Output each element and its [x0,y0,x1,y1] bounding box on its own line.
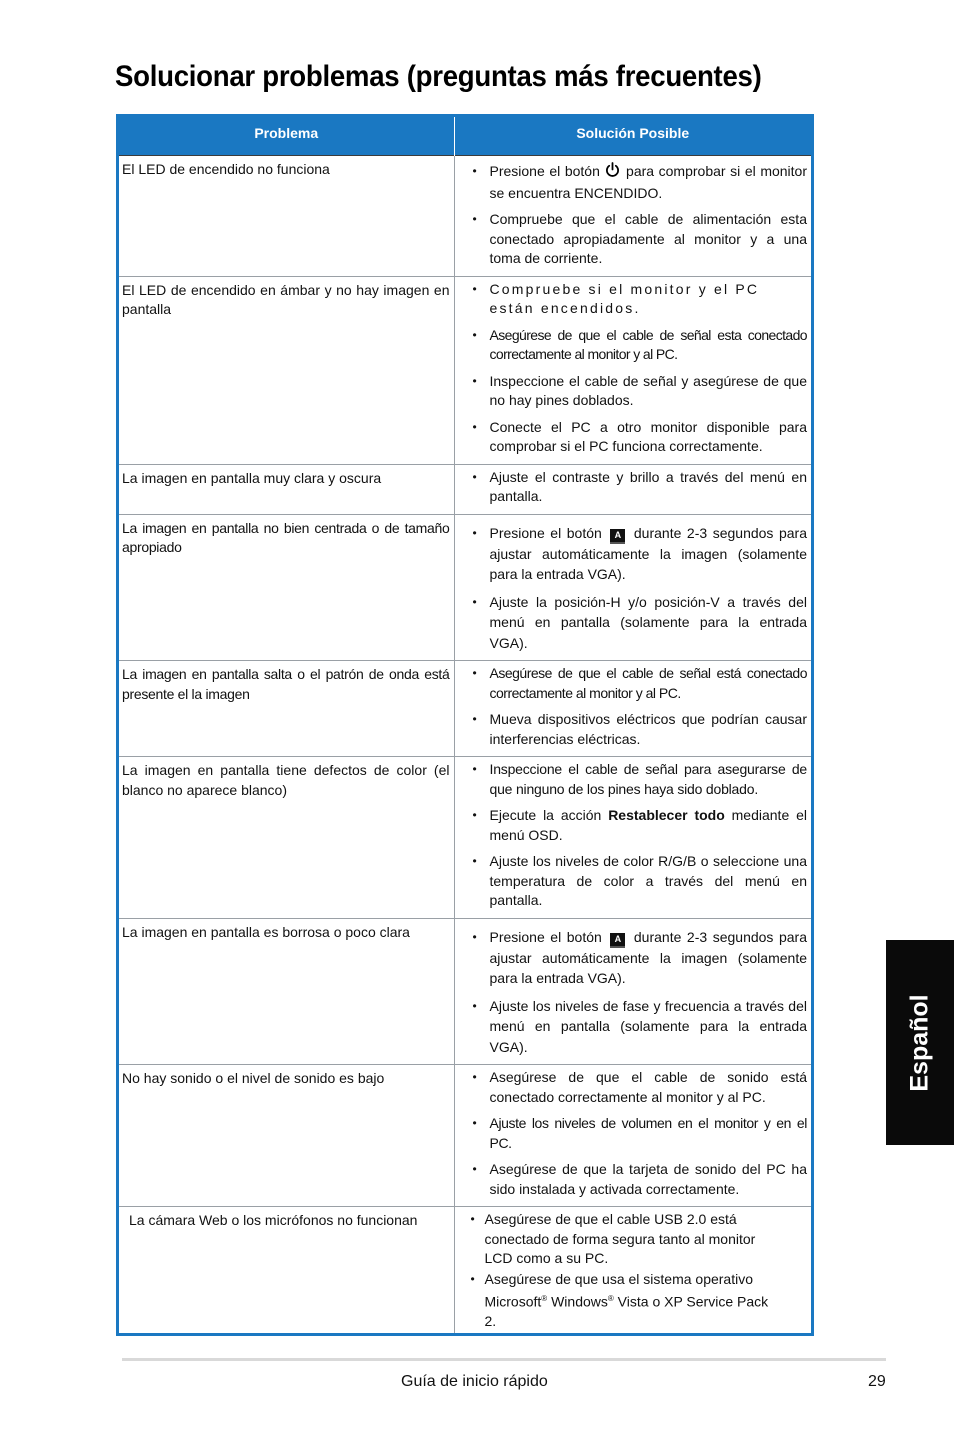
column-header-problem: Problema [119,117,454,156]
problem-cell: La imagen en pantalla muy clara y oscura [119,464,454,514]
solution-item: • Inspeccione el cable de señal y asegúrese de que no hay pines doblados. [459,372,808,411]
auto-adjust-icon: A [610,529,625,544]
solution-list [459,162,808,269]
solution-item: • Presione el botón A durante 2-3 segundos para ajustar automáticamente la imagen (solamente para la entrada VGA). [459,523,808,585]
problem-cell: La imagen en pantalla es borrosa o poco clara [119,918,454,1065]
problem-cell: La imagen en pantalla tiene defectos de color (el blanco no aparece blanco) [119,757,454,919]
solution-list [459,1068,808,1199]
page-number: 29 [868,1373,886,1390]
footer-title: Guía de inicio rápido [401,1373,548,1390]
solution-item: • Presione el botón A durante 2-3 segundos para ajustar automáticamente la imagen (solamente para la entrada VGA). [459,927,808,989]
solution-item: • Asegúrese de que el cable de señal está conectado correctamente al monitor y al PC. [459,664,808,703]
solution-list [459,664,808,749]
solution-list [459,280,808,457]
solution-item: • Asegúrese de que la tarjeta de sonido del PC ha sido instalada y activada correctamente. [459,1160,808,1199]
footer-divider [122,1358,886,1361]
page-title: Solucionar problemas (preguntas más frecuentes) [115,60,762,93]
solution-item: • Inspeccione el cable de señal para asegurarse de que ninguno de los pines haya sido doblado. [459,760,808,799]
solution-list [459,468,808,507]
solution-list [459,927,808,1058]
table-row [119,464,811,514]
solution-item: • Asegúrese de que el cable de señal esta conectado correctamente al monitor y al PC. [459,326,808,365]
solution-item: • Ajuste el contraste y brillo a través del menú en pantalla. [459,468,808,507]
solution-item: • Presione el botón para comprobar si el monitor se encuentra ENCENDIDO. [459,162,808,203]
problem-cell: La cámara Web o los micrófonos no funcionan [119,1207,454,1333]
solution-item: • Ajuste la posición-H y/o posición-V a través del menú en pantalla (solamente para la entrada VGA). [459,592,808,654]
troubleshooting-table [116,114,814,1336]
column-header-solution: Solución Posible [454,117,811,156]
table-row [119,757,811,919]
solution-cell [454,514,811,661]
solution-item: • Conecte el PC a otro monitor disponible para comprobar si el PC funciona correctamente. [459,418,808,457]
table-row [119,514,811,661]
solution-list [459,523,808,654]
solution-list [459,760,808,911]
table-row [119,276,811,464]
solution-item: • Ejecute la acción Restablecer todo mediante el menú OSD. [459,806,808,845]
solution-cell [454,918,811,1065]
problem-cell: La imagen en pantalla no bien centrada o de tamaño apropiado [119,514,454,661]
faq-table [119,117,811,1333]
solution-cell [454,276,811,464]
solution-item: • Asegúrese de que el cable de sonido está conectado correctamente al monitor y al PC. [459,1068,808,1107]
problem-cell: El LED de encendido no funciona [119,156,454,277]
solution-item: • Mueva dispositivos eléctricos que podrían causar interferencias eléctricas. [459,710,808,749]
solution-item: • Ajuste los niveles de fase y frecuencia a través del menú en pantalla (solamente para la entrada VGA). [459,996,808,1058]
auto-adjust-icon: A [610,933,625,948]
solution-item: • Compruebe que el cable de alimentación esta conectado apropiadamente al monitor y a una toma de corriente. [459,210,808,269]
table-header-row [119,117,811,156]
solution-cell [454,464,811,514]
problem-cell: No hay sonido o el nivel de sonido es bajo [119,1065,454,1207]
solution-cell [454,757,811,919]
solution-cell [454,1065,811,1207]
table-row [119,1207,811,1333]
table-row [119,1065,811,1207]
solution-item: • Ajuste los niveles de volumen en el monitor y en el PC. [459,1114,808,1153]
solution-cell [454,1207,811,1333]
problem-cell: El LED de encendido en ámbar y no hay imagen en pantalla [119,276,454,464]
solution-cell [454,661,811,757]
problem-cell: La imagen en pantalla salta o el patrón de onda está presente el la imagen [119,661,454,757]
language-tab-label: Español [905,993,934,1092]
power-icon [605,162,620,184]
solution-cell [454,156,811,277]
table-row [119,918,811,1065]
solution-item: • Compruebe si el monitor y el PC están encendidos. [459,280,808,319]
language-tab [886,940,954,1145]
solution-item: • Asegúrese de que el cable USB 2.0 está conectado de forma segura tanto al monitor LCD como a su PC. [455,1210,782,1269]
table-row [119,156,811,277]
table-row [119,661,811,757]
solution-item: • Asegúrese de que usa el sistema operativo Microsoft® Windows® Vista o XP Service Pack 2. [455,1270,782,1332]
solution-item: • Ajuste los niveles de color R/G/B o seleccione una temperatura de color a través del menú en pantalla. [459,852,808,911]
solution-list [455,1210,782,1332]
